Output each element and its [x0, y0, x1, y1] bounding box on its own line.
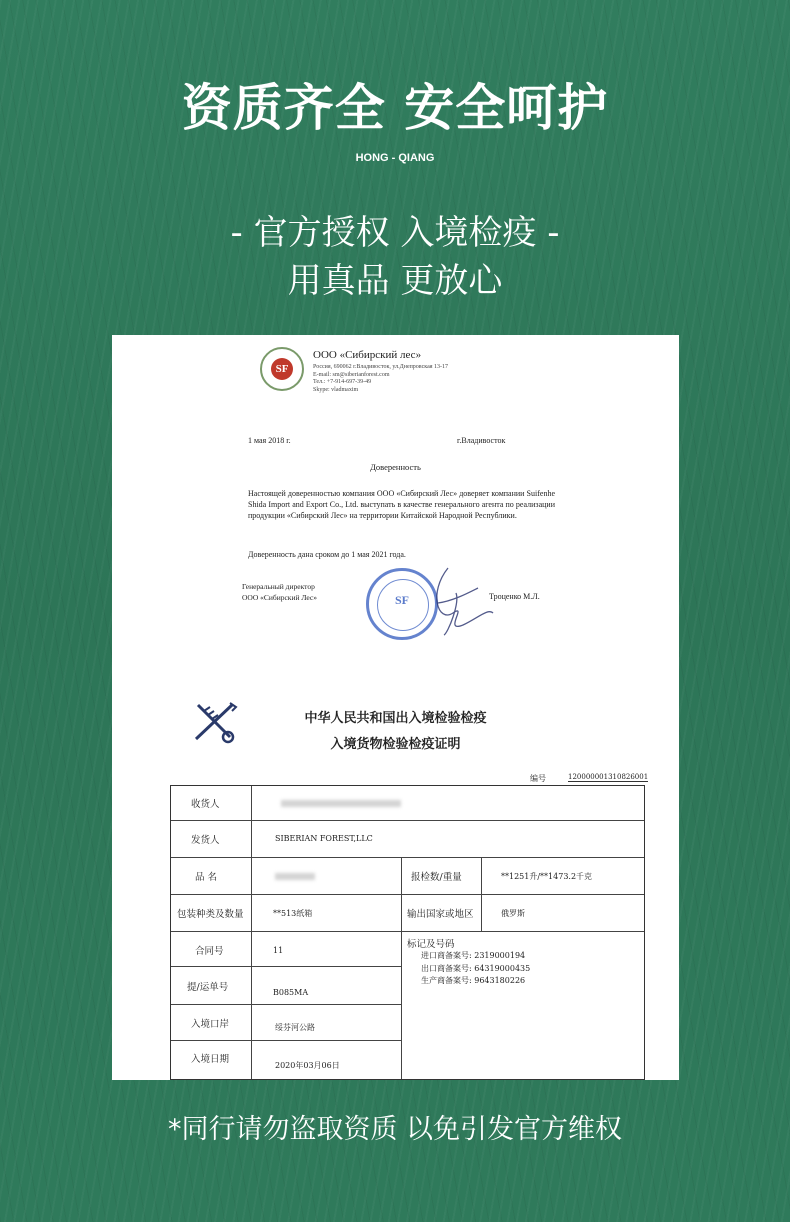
certificate-title: 中华人民共和国出入境检验检疫 [304, 711, 487, 726]
contract-value: 11 [273, 946, 284, 955]
letter-body: Настоящей доверенностью компания ООО «Сибирский Лес» доверяет компании Suifenhe Shida Import and Export Co., Ltd. выступать в качестве генерального агента по реализации продукции «Сибирский Лес» на территории Китайской Народной Республики. [248, 489, 555, 520]
tagline-line-2: 用真品 更放心 [287, 261, 503, 301]
table-rule [401, 857, 402, 1079]
consignee-label: 收货人 [191, 799, 220, 810]
signer-title [242, 581, 317, 603]
company-name: ООО «Сибирский лес» [313, 349, 422, 361]
address-line: Skype: vladmaxim [313, 386, 359, 393]
table-rule [251, 786, 252, 1079]
table-rule [171, 931, 644, 932]
company-logo [260, 347, 304, 391]
consignor-label: 发货人 [191, 835, 220, 846]
table-rule [171, 857, 644, 858]
documents-panel [112, 335, 679, 1080]
marks-line: 进口商备案号: 2319000194 [421, 951, 526, 960]
table-rule [171, 966, 401, 967]
table-rule [171, 1040, 401, 1041]
contract-label: 合同号 [195, 946, 224, 957]
stamp-text: SF [394, 593, 409, 607]
signer-title-line: ООО «Сибирский Лес» [242, 593, 317, 602]
consignor-value: SIBERIAN FOREST,LLC [275, 834, 373, 843]
table-rule [171, 1004, 401, 1005]
entry-date-label: 入境日期 [191, 1054, 230, 1065]
certificate-number: 120000001310826001 [568, 773, 649, 781]
origin-label: 输出国家或地区 [407, 909, 474, 920]
headline: 资质齐全 安全呵护 [181, 79, 609, 137]
product-value-redacted [275, 873, 315, 880]
bill-label: 提/运单号 [187, 982, 229, 993]
letter-city: г.Владивосток [457, 436, 506, 445]
address-line: E-mail: sm@siberianforest.com [313, 371, 390, 378]
marks-line: 出口商备案号: 64319000435 [421, 963, 531, 973]
product-label: 品 名 [195, 872, 218, 883]
letter-date: 1 мая 2018 г. [248, 436, 291, 445]
entry-date-value: 2020年03月06日 [275, 1061, 340, 1070]
marks-label: 标记及号码 [407, 939, 455, 950]
certificate-subtitle: 入境货物检验检疫证明 [330, 737, 461, 752]
address-line: Россия, 690062 г.Владивосток, ул.Днепровская 13-17 [313, 364, 449, 370]
company-logo-text: SF [271, 358, 293, 380]
address-line: Тел.: +7-914-697-39-49 [313, 379, 372, 385]
port-label: 入境口岸 [191, 1019, 230, 1030]
origin-value: 俄罗斯 [501, 909, 525, 918]
bill-value: B085MA [273, 988, 309, 997]
handwritten-signature [408, 563, 498, 643]
inspection-certificate [112, 685, 679, 1080]
port-value: 绥芬河公路 [275, 1023, 315, 1032]
letter-validity: Доверенность дана сроком до 1 мая 2021 года. [248, 550, 406, 559]
signer-title-line: Генеральный директор [242, 582, 315, 591]
company-address [313, 364, 448, 394]
tagline-line-1: - 官方授权 入境检疫 - [230, 213, 560, 253]
authorization-letter [112, 335, 679, 675]
letter-title: Доверенность [370, 462, 421, 472]
table-rule [481, 857, 482, 931]
packing-label: 包装种类及数量 [177, 909, 244, 920]
packing-value: **513纸箱 [273, 909, 313, 918]
quantity-label: 报检数/重量 [411, 872, 462, 883]
brand-name: HONG - QIANG [355, 152, 435, 164]
certificate-number-label: 编号 [530, 774, 546, 783]
quantity-value: **1251升/**1473.2千克 [501, 872, 593, 881]
signer-name: Троценко М.Л. [489, 592, 540, 601]
consignee-value-redacted [281, 800, 401, 807]
footer-notice: *同行请勿盗取资质 以免引发官方维权 [167, 1114, 623, 1145]
marks-list [421, 950, 530, 988]
table-rule [171, 894, 644, 895]
certificate-table [170, 785, 645, 1080]
marks-line: 生产商备案号: 9643180226 [421, 976, 526, 985]
table-rule [171, 820, 644, 821]
